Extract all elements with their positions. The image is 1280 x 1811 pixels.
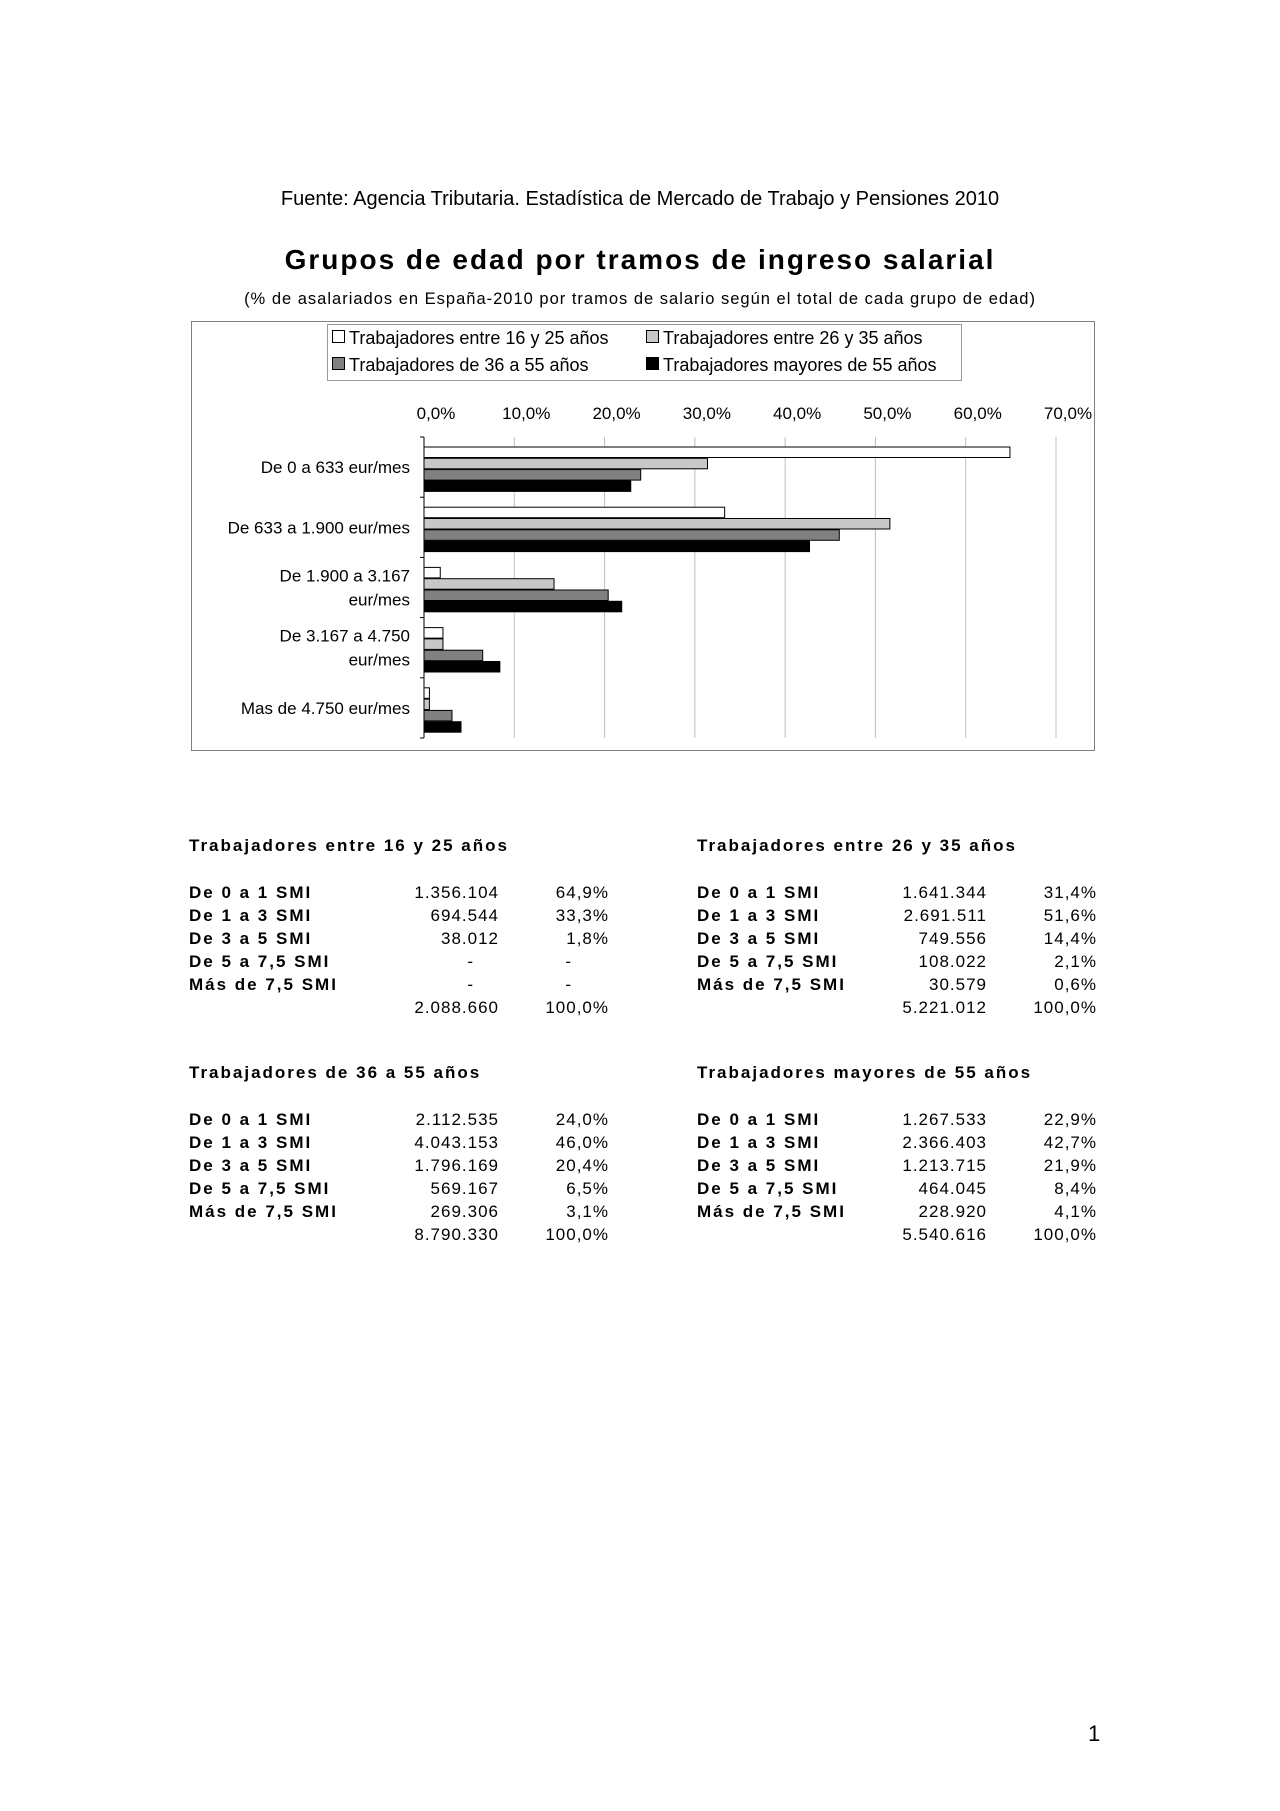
table-55-plus bbox=[697, 1063, 1097, 1244]
bar bbox=[424, 481, 631, 492]
row-label: Más de 7,5 SMI bbox=[697, 975, 846, 994]
row-label: De 1 a 3 SMI bbox=[189, 1133, 313, 1152]
bar bbox=[424, 541, 810, 552]
row-count: 108.022 bbox=[918, 952, 987, 971]
bar bbox=[424, 662, 500, 673]
table-row bbox=[697, 906, 1097, 928]
row-pct: 8,4% bbox=[1054, 1179, 1097, 1198]
category-label: eur/mes bbox=[348, 650, 410, 670]
row-label: De 3 a 5 SMI bbox=[697, 929, 821, 948]
x-tick-label: 40,0% bbox=[773, 404, 822, 423]
legend-label: Trabajadores mayores de 55 años bbox=[663, 355, 937, 375]
bar bbox=[424, 628, 443, 639]
row-pct: 20,4% bbox=[555, 1156, 609, 1175]
bar bbox=[424, 458, 707, 469]
row-pct: 3,1% bbox=[566, 1202, 609, 1221]
table-row bbox=[189, 929, 609, 951]
row-label: De 5 a 7,5 SMI bbox=[697, 1179, 839, 1198]
row-count: 1.213.715 bbox=[902, 1156, 987, 1175]
table-row bbox=[189, 1202, 609, 1224]
table-36-55 bbox=[189, 1063, 609, 1244]
row-label: De 3 a 5 SMI bbox=[697, 1156, 821, 1175]
row-count: 1.796.169 bbox=[414, 1156, 499, 1175]
row-label: De 0 a 1 SMI bbox=[189, 883, 313, 902]
row-pct: 0,6% bbox=[1054, 975, 1097, 994]
row-label: De 5 a 7,5 SMI bbox=[697, 952, 839, 971]
bar bbox=[424, 567, 440, 578]
row-pct: 1,8% bbox=[566, 929, 609, 948]
row-count: 1.641.344 bbox=[902, 883, 987, 902]
table-row bbox=[189, 952, 609, 974]
row-label: De 1 a 3 SMI bbox=[189, 906, 313, 925]
row-count: 38.012 bbox=[441, 929, 499, 948]
table-total-row bbox=[189, 1225, 609, 1247]
row-count: 749.556 bbox=[918, 929, 987, 948]
row-label: De 5 a 7,5 SMI bbox=[189, 952, 331, 971]
row-pct: - bbox=[565, 952, 572, 971]
total-count: 5.540.616 bbox=[902, 1225, 987, 1244]
page-title: Grupos de edad por tramos de ingreso salarial bbox=[284, 244, 996, 275]
total-pct: 100,0% bbox=[1033, 1225, 1097, 1244]
x-tick-label: 0,0% bbox=[416, 404, 456, 423]
table-total-row bbox=[189, 998, 609, 1020]
table-row bbox=[189, 906, 609, 928]
table-row bbox=[189, 1179, 609, 1201]
row-count: 569.167 bbox=[430, 1179, 499, 1198]
table-row bbox=[189, 883, 609, 905]
table-total-row bbox=[697, 998, 1097, 1020]
row-pct: 51,6% bbox=[1043, 906, 1097, 925]
row-label: De 1 a 3 SMI bbox=[697, 1133, 821, 1152]
bar bbox=[424, 530, 839, 541]
row-label: De 3 a 5 SMI bbox=[189, 1156, 313, 1175]
row-pct: 2,1% bbox=[1054, 952, 1097, 971]
x-tick-label: 60,0% bbox=[953, 404, 1002, 423]
table-row bbox=[189, 1133, 609, 1155]
row-label: Más de 7,5 SMI bbox=[189, 975, 338, 994]
total-count: 5.221.012 bbox=[902, 998, 987, 1017]
row-label: De 0 a 1 SMI bbox=[697, 883, 821, 902]
row-pct: 21,9% bbox=[1043, 1156, 1097, 1175]
table-row bbox=[697, 975, 1097, 997]
total-count: 2.088.660 bbox=[414, 998, 499, 1017]
row-count: 2.366.403 bbox=[902, 1133, 987, 1152]
row-count: 1.356.104 bbox=[414, 883, 499, 902]
x-tick-label: 30,0% bbox=[682, 404, 731, 423]
row-count: 2.691.511 bbox=[903, 906, 987, 925]
table-title: Trabajadores entre 16 y 25 años bbox=[189, 836, 509, 855]
table-row bbox=[697, 1110, 1097, 1132]
x-tick-label: 70,0% bbox=[1043, 404, 1093, 423]
legend-label: Trabajadores entre 26 y 35 años bbox=[663, 328, 923, 348]
table-26-35 bbox=[697, 836, 1097, 1017]
row-count: 2.112.535 bbox=[415, 1110, 499, 1129]
row-pct: 24,0% bbox=[555, 1110, 609, 1129]
row-label: Más de 7,5 SMI bbox=[189, 1202, 338, 1221]
row-count: 4.043.153 bbox=[414, 1133, 499, 1152]
bar bbox=[424, 639, 443, 650]
table-16-25 bbox=[189, 836, 609, 1017]
row-pct: 42,7% bbox=[1043, 1133, 1097, 1152]
table-row bbox=[697, 883, 1097, 905]
x-tick-label: 10,0% bbox=[502, 404, 551, 423]
row-label: De 5 a 7,5 SMI bbox=[189, 1179, 331, 1198]
row-label: De 3 a 5 SMI bbox=[189, 929, 313, 948]
table-row bbox=[697, 952, 1097, 974]
row-label: De 1 a 3 SMI bbox=[697, 906, 821, 925]
page-number: 1 bbox=[1088, 1721, 1101, 1746]
row-pct: 46,0% bbox=[555, 1133, 609, 1152]
table-total-row bbox=[697, 1225, 1097, 1247]
x-tick-label: 20,0% bbox=[592, 404, 641, 423]
table-title: Trabajadores entre 26 y 35 años bbox=[697, 836, 1017, 855]
row-pct: 64,9% bbox=[555, 883, 609, 902]
category-label: De 0 a 633 eur/mes bbox=[260, 458, 410, 478]
bar bbox=[424, 710, 452, 721]
row-pct: 14,4% bbox=[1043, 929, 1097, 948]
row-count: - bbox=[467, 975, 474, 994]
table-row bbox=[189, 1156, 609, 1178]
bar bbox=[424, 699, 429, 710]
total-pct: 100,0% bbox=[545, 998, 609, 1017]
total-pct: 100,0% bbox=[545, 1225, 609, 1244]
table-title: Trabajadores mayores de 55 años bbox=[697, 1063, 1033, 1082]
page-subtitle: (% de asalariados en España-2010 por tramos de salario según el total de cada grupo de edad) bbox=[244, 290, 1036, 308]
bar-chart bbox=[0, 0, 1280, 760]
category-label: eur/mes bbox=[348, 590, 410, 610]
row-pct: 22,9% bbox=[1043, 1110, 1097, 1129]
table-row bbox=[189, 1110, 609, 1132]
source-line: Fuente: Agencia Tributaria. Estadística de Mercado de Trabajo y Pensiones 2010 bbox=[280, 188, 1000, 210]
category-label: De 1.900 a 3.167 bbox=[279, 566, 410, 586]
bar bbox=[424, 590, 608, 601]
bar bbox=[424, 470, 641, 481]
row-count: 464.045 bbox=[918, 1179, 987, 1198]
bar bbox=[424, 447, 1010, 458]
row-count: - bbox=[467, 952, 474, 971]
table-row bbox=[697, 1202, 1097, 1224]
category-label: De 3.167 a 4.750 bbox=[279, 626, 410, 646]
bar bbox=[424, 519, 890, 530]
table-title: Trabajadores de 36 a 55 años bbox=[189, 1063, 482, 1082]
table-row bbox=[697, 1179, 1097, 1201]
row-count: 269.306 bbox=[430, 1202, 499, 1221]
row-count: 694.544 bbox=[430, 906, 499, 925]
row-label: Más de 7,5 SMI bbox=[697, 1202, 846, 1221]
row-pct: 33,3% bbox=[555, 906, 609, 925]
total-pct: 100,0% bbox=[1033, 998, 1097, 1017]
row-pct: 6,5% bbox=[566, 1179, 609, 1198]
bar bbox=[424, 688, 429, 699]
row-label: De 0 a 1 SMI bbox=[189, 1110, 313, 1129]
bar bbox=[424, 579, 554, 590]
legend-label: Trabajadores de 36 a 55 años bbox=[349, 355, 589, 375]
row-label: De 0 a 1 SMI bbox=[697, 1110, 821, 1129]
table-row bbox=[697, 929, 1097, 951]
row-count: 30.579 bbox=[929, 975, 987, 994]
category-label: Mas de 4.750 eur/mes bbox=[240, 698, 410, 718]
row-pct: - bbox=[565, 975, 572, 994]
category-label: De 633 a 1.900 eur/mes bbox=[227, 518, 410, 538]
bar bbox=[424, 507, 725, 518]
x-tick-label: 50,0% bbox=[863, 404, 912, 423]
bar bbox=[424, 650, 483, 661]
bar bbox=[424, 722, 461, 733]
bar bbox=[424, 601, 622, 612]
row-count: 1.267.533 bbox=[902, 1110, 987, 1129]
legend-label: Trabajadores entre 16 y 25 años bbox=[349, 328, 609, 348]
table-row bbox=[697, 1133, 1097, 1155]
row-count: 228.920 bbox=[918, 1202, 987, 1221]
table-row bbox=[189, 975, 609, 997]
row-pct: 4,1% bbox=[1054, 1202, 1097, 1221]
table-row bbox=[697, 1156, 1097, 1178]
total-count: 8.790.330 bbox=[414, 1225, 499, 1244]
row-pct: 31,4% bbox=[1043, 883, 1097, 902]
